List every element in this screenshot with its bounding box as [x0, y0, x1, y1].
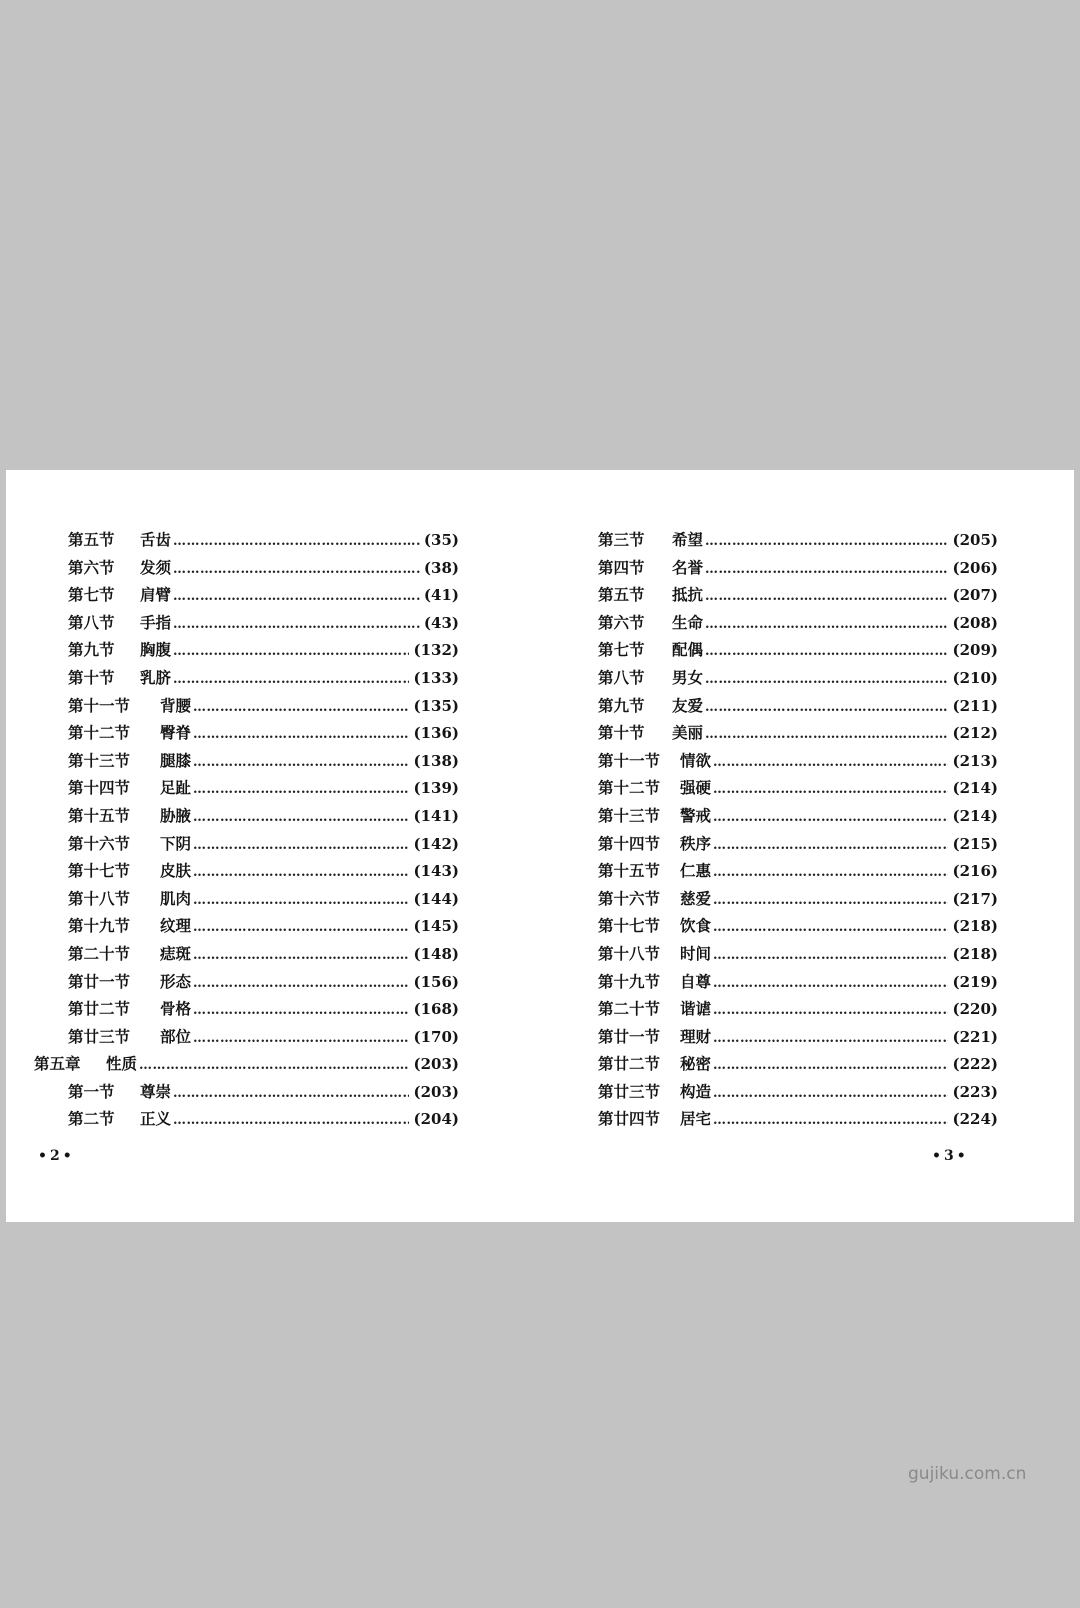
dot-leader: [705, 534, 948, 549]
dot-leader: [193, 782, 409, 797]
entry-section-label: 第五章: [34, 1054, 81, 1074]
entry-section-label: 第十四节: [68, 778, 131, 798]
entry-page-number: (43): [423, 613, 459, 632]
entry-section-label: 第十四节: [598, 833, 661, 853]
entry-title: 强硬: [680, 778, 712, 798]
entry-page-number: (168): [413, 1000, 459, 1019]
entry-section-label: 第廿二节: [598, 1054, 661, 1074]
entry-title: 舌齿: [140, 530, 172, 549]
dot-leader: [193, 893, 409, 908]
toc-entry[interactable]: [588, 832, 998, 860]
toc-entry[interactable]: [588, 721, 998, 749]
dot-leader: [713, 865, 948, 880]
toc-entry[interactable]: [34, 556, 459, 584]
entry-section-label: 第一节: [68, 1081, 115, 1101]
entry-title: 骨格: [160, 999, 192, 1019]
entry-title: 居宅: [680, 1109, 712, 1129]
toc-entry[interactable]: [34, 997, 459, 1025]
entry-page-number: (220): [952, 1000, 998, 1019]
dot-leader: [713, 948, 948, 963]
entry-title: 肌肉: [160, 888, 192, 908]
toc-entry[interactable]: [34, 970, 459, 998]
entry-page-number: (210): [952, 668, 998, 687]
entry-title: 希望: [672, 530, 704, 549]
page-number-right: •3•: [932, 1148, 969, 1164]
toc-entry[interactable]: [588, 776, 998, 804]
entry-page-number: (219): [952, 972, 998, 991]
dot-leader: [713, 976, 948, 991]
toc-entry[interactable]: [34, 914, 459, 942]
toc-entry[interactable]: [588, 1080, 998, 1108]
entry-page-number: (138): [413, 751, 459, 770]
dot-leader: [705, 562, 948, 577]
dot-leader: [705, 617, 948, 632]
entry-title: 饮食: [680, 916, 712, 936]
entry-title: 发须: [140, 557, 172, 577]
entry-section-label: 第十三节: [68, 750, 131, 770]
entry-section-label: 第十节: [598, 723, 645, 743]
entry-page-number: (214): [952, 806, 998, 825]
toc-entry[interactable]: [588, 666, 998, 694]
toc-entry[interactable]: [34, 832, 459, 860]
entry-section-label: 第十节: [68, 667, 115, 687]
entry-page-number: (214): [952, 779, 998, 798]
dot-leader: [173, 562, 420, 577]
entry-page-number: (143): [413, 862, 459, 881]
entry-title: 乳脐: [140, 667, 172, 687]
dot-leader: [713, 755, 948, 770]
dot-leader: [193, 1031, 409, 1046]
entry-section-label: 第六节: [598, 612, 645, 632]
dot-leader: [713, 920, 948, 935]
entry-title: 尊崇: [140, 1081, 172, 1101]
entry-page-number: (41): [423, 586, 459, 605]
toc-entry[interactable]: [34, 942, 459, 970]
entry-title: 下阴: [160, 833, 192, 853]
entry-title: 肩臂: [140, 585, 172, 605]
entry-title: 胸腹: [140, 640, 172, 660]
entry-section-label: 第廿四节: [598, 1109, 661, 1129]
dot-leader: [193, 920, 409, 935]
entry-title: 性质: [106, 1054, 138, 1074]
entry-page-number: (136): [413, 724, 459, 743]
book-spread: [6, 470, 1074, 1222]
entry-title: 男女: [672, 667, 704, 687]
entry-section-label: 第二节: [68, 1109, 115, 1129]
toc-right-column: [588, 528, 998, 1135]
toc-entry[interactable]: [34, 887, 459, 915]
entry-section-label: 第十八节: [68, 888, 131, 908]
dot-leader: [193, 948, 409, 963]
dot-leader: [173, 1113, 409, 1128]
toc-chapter-entry[interactable]: [34, 1052, 459, 1080]
toc-entry[interactable]: [34, 528, 459, 556]
toc-entry[interactable]: [34, 721, 459, 749]
entry-section-label: 第廿一节: [598, 1026, 661, 1046]
entry-page-number: (215): [952, 834, 998, 853]
entry-page-number: (217): [952, 889, 998, 908]
entry-page-number: (206): [952, 558, 998, 577]
entry-page-number: (205): [952, 531, 998, 549]
toc-entry[interactable]: [34, 1107, 459, 1135]
toc-entry[interactable]: [34, 1025, 459, 1053]
entry-section-label: 第九节: [68, 640, 115, 660]
toc-entry[interactable]: [588, 942, 998, 970]
dot-leader: [193, 755, 409, 770]
entry-section-label: 第五节: [68, 530, 115, 549]
entry-section-label: 第五节: [598, 585, 645, 605]
entry-section-label: 第十一节: [68, 695, 131, 715]
dot-leader: [193, 838, 409, 853]
toc-entry[interactable]: [588, 1107, 998, 1135]
entry-section-label: 第十五节: [68, 805, 131, 825]
dot-leader: [713, 782, 948, 797]
entry-page-number: (144): [413, 889, 459, 908]
dot-leader: [713, 838, 948, 853]
entry-title: 形态: [160, 971, 192, 991]
toc-entry[interactable]: [34, 583, 459, 611]
entry-section-label: 第十五节: [598, 861, 661, 881]
toc-entry[interactable]: [34, 749, 459, 777]
dot-leader: [193, 727, 409, 742]
toc-entry[interactable]: [588, 749, 998, 777]
entry-page-number: (145): [413, 917, 459, 936]
entry-page-number: (207): [952, 586, 998, 605]
dot-leader: [713, 893, 948, 908]
entry-section-label: 第三节: [598, 530, 645, 549]
dot-leader: [193, 865, 409, 880]
entry-page-number: (218): [952, 944, 998, 963]
entry-section-label: 第廿二节: [68, 999, 131, 1019]
entry-section-label: 第六节: [68, 557, 115, 577]
dot-leader: [193, 810, 409, 825]
dot-leader: [193, 976, 409, 991]
toc-entry[interactable]: [34, 804, 459, 832]
entry-section-label: 第廿三节: [68, 1026, 131, 1046]
toc-entry[interactable]: [34, 638, 459, 666]
entry-title: 名誉: [672, 557, 704, 577]
entry-section-label: 第七节: [68, 585, 115, 605]
entry-page-number: (211): [952, 696, 998, 715]
entry-page-number: (156): [413, 972, 459, 991]
entry-section-label: 第八节: [598, 667, 645, 687]
entry-page-number: (224): [952, 1110, 998, 1129]
dot-leader: [173, 1086, 409, 1101]
entry-section-label: 第十三节: [598, 805, 661, 825]
toc-entry[interactable]: [34, 776, 459, 804]
dot-leader: [713, 1003, 948, 1018]
entry-title: 情欲: [680, 750, 712, 770]
toc-entry[interactable]: [588, 528, 998, 556]
dot-leader: [193, 1003, 409, 1018]
entry-page-number: (132): [413, 641, 459, 660]
entry-page-number: (204): [413, 1110, 459, 1129]
dot-leader: [705, 672, 948, 687]
toc-entry[interactable]: [588, 638, 998, 666]
entry-title: 自尊: [680, 971, 712, 991]
entry-title: 仁惠: [680, 861, 712, 881]
toc-entry[interactable]: [34, 694, 459, 722]
entry-title: 秘密: [680, 1054, 712, 1074]
toc-entry[interactable]: [588, 887, 998, 915]
toc-entry[interactable]: [588, 1052, 998, 1080]
toc-entry[interactable]: [588, 859, 998, 887]
entry-title: 配偶: [672, 640, 704, 660]
entry-title: 慈爱: [680, 888, 712, 908]
dot-leader: [705, 700, 948, 715]
entry-page-number: (208): [952, 613, 998, 632]
entry-title: 时间: [680, 943, 712, 963]
entry-section-label: 第七节: [598, 640, 645, 660]
entry-title: 抵抗: [672, 585, 704, 605]
entry-section-label: 第十七节: [598, 916, 661, 936]
entry-page-number: (203): [413, 1055, 459, 1074]
entry-section-label: 第十六节: [68, 833, 131, 853]
entry-title: 部位: [160, 1026, 192, 1046]
entry-section-label: 第十一节: [598, 750, 661, 770]
toc-entry[interactable]: [34, 611, 459, 639]
toc-entry[interactable]: [34, 666, 459, 694]
entry-page-number: (212): [952, 724, 998, 743]
entry-title: 友爱: [672, 695, 704, 715]
entry-section-label: 第十八节: [598, 943, 661, 963]
entry-page-number: (35): [423, 531, 459, 549]
entry-section-label: 第十九节: [68, 916, 131, 936]
dot-leader: [713, 1086, 948, 1101]
entry-page-number: (209): [952, 641, 998, 660]
entry-page-number: (216): [952, 862, 998, 881]
entry-title: 腿膝: [160, 750, 192, 770]
entry-page-number: (203): [413, 1082, 459, 1101]
toc-entry[interactable]: [588, 970, 998, 998]
dot-leader: [173, 589, 420, 604]
toc-entry[interactable]: [588, 804, 998, 832]
toc-entry[interactable]: [588, 583, 998, 611]
entry-section-label: 第廿三节: [598, 1081, 661, 1101]
toc-left-column: [34, 528, 459, 1135]
entry-title: 手指: [140, 612, 172, 632]
entry-title: 构造: [680, 1081, 712, 1101]
entry-title: 胁腋: [160, 805, 192, 825]
toc-entry[interactable]: [588, 694, 998, 722]
entry-section-label: 第十七节: [68, 861, 131, 881]
entry-section-label: 第九节: [598, 695, 645, 715]
entry-title: 痣斑: [160, 943, 192, 963]
entry-section-label: 第十二节: [598, 778, 661, 798]
dot-leader: [173, 534, 420, 549]
entry-section-label: 第二十节: [68, 943, 131, 963]
entry-page-number: (148): [413, 944, 459, 963]
entry-page-number: (223): [952, 1082, 998, 1101]
entry-section-label: 第二十节: [598, 999, 661, 1019]
entry-title: 警戒: [680, 805, 712, 825]
dot-leader: [713, 1031, 948, 1046]
entry-page-number: (38): [423, 558, 459, 577]
entry-page-number: (213): [952, 751, 998, 770]
toc-entry[interactable]: [588, 611, 998, 639]
entry-title: 理财: [680, 1026, 712, 1046]
dot-leader: [173, 617, 420, 632]
entry-page-number: (221): [952, 1027, 998, 1046]
entry-title: 纹理: [160, 916, 192, 936]
dot-leader: [705, 727, 948, 742]
entry-title: 足趾: [160, 778, 192, 798]
entry-section-label: 第四节: [598, 557, 645, 577]
entry-title: 正义: [140, 1109, 172, 1129]
toc-entry[interactable]: [588, 556, 998, 584]
dot-leader: [173, 644, 409, 659]
dot-leader: [705, 589, 948, 604]
toc-entry[interactable]: [34, 1080, 459, 1108]
toc-entry[interactable]: [588, 997, 998, 1025]
entry-section-label: 第十六节: [598, 888, 661, 908]
entry-page-number: (133): [413, 668, 459, 687]
page-number-left: •2•: [38, 1148, 75, 1164]
entry-page-number: (222): [952, 1055, 998, 1074]
dot-leader: [705, 644, 948, 659]
entry-page-number: (218): [952, 917, 998, 936]
entry-page-number: (139): [413, 779, 459, 798]
entry-title: 背腰: [160, 695, 192, 715]
entry-title: 美丽: [672, 723, 704, 743]
dot-leader: [193, 700, 409, 715]
dot-leader: [713, 1058, 948, 1073]
entry-section-label: 第十九节: [598, 971, 661, 991]
entry-section-label: 第十二节: [68, 723, 131, 743]
entry-section-label: 第廿一节: [68, 971, 131, 991]
toc-entry[interactable]: [588, 1025, 998, 1053]
entry-title: 臀脊: [160, 723, 192, 743]
dot-leader: [139, 1058, 409, 1073]
entry-title: 皮肤: [160, 861, 192, 881]
entry-title: 秩序: [680, 833, 712, 853]
toc-entry[interactable]: [588, 914, 998, 942]
entry-title: 谐谑: [680, 999, 712, 1019]
watermark-text: gujiku.com.cn: [908, 1464, 1027, 1484]
dot-leader: [713, 1113, 948, 1128]
entry-page-number: (170): [413, 1027, 459, 1046]
toc-entry[interactable]: [34, 859, 459, 887]
dot-leader: [713, 810, 948, 825]
entry-title: 生命: [672, 612, 704, 632]
entry-section-label: 第八节: [68, 612, 115, 632]
dot-leader: [173, 672, 409, 687]
entry-page-number: (141): [413, 806, 459, 825]
entry-page-number: (142): [413, 834, 459, 853]
entry-page-number: (135): [413, 696, 459, 715]
